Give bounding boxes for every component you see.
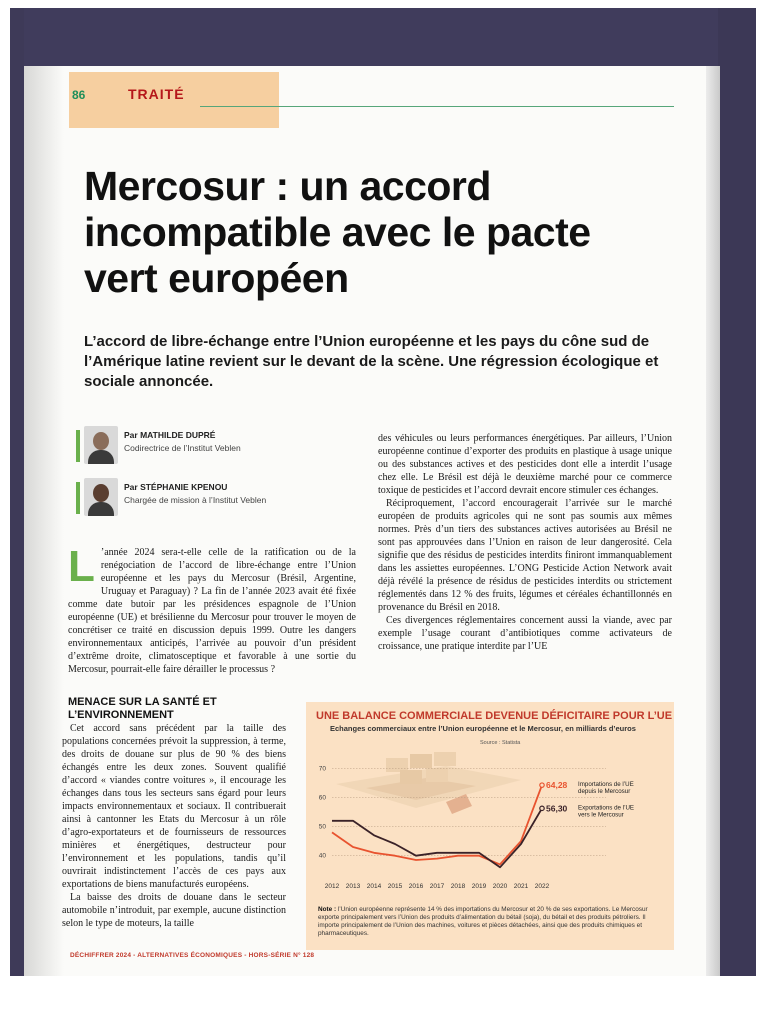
author-role: Chargée de mission à l’Institut Veblen xyxy=(124,495,267,505)
intro-text: ’année 2024 sera-t-elle celle de la ratification ou de la renégociation de l’accord de libre-échange entre l’Union européenne et les pays du Mercosur (Brésil, Argentine, Uruguay et Paraguay) ? La fin de l’année 2023 avait été fixée comme date butoir par les présidences espagnole de l’Union européenne (UE) et brésilienne du Mercosur pour trouver le moyen de concrétiser ce traité en discussion depuis 1999. Outre les dangers environnementaux anticipés, l’arrivée au pouvoir d’un président d’extrême droite, climatosceptique et favorable à une sortie du Mercosur, pourrait-elle faire dérailler le processus ? xyxy=(68,547,356,675)
chart-note-text: l’Union européenne représente 14 % des importations du Mercosur et 20 % de ses exportations. Le Mercosur exporte principalement vers l’Union des produits d’alimentation du bétail (soja), du bétail et des produits pétroliers. Il importe principalement de l’Union des machines, voitures et pièces détachées, ainsi que des produits chimiques et pharmaceutiques. xyxy=(318,906,648,937)
chart-note-label: Note : xyxy=(318,906,337,913)
section-label: TRAITÉ xyxy=(128,86,185,102)
intro-paragraph xyxy=(68,542,356,676)
body-paragraph: des véhicules ou leurs performances énergétiques. Par ailleurs, l’Union européenne continue d’exporter des produits en plastique à usage unique ou des substances actives et des pesticides dont elle a interdit l’usage chez elle. Le Brésil est déjà le deuxième marché pour ce commerce toxique de pesticides et l’accord devrait encore stimuler ces échanges. xyxy=(378,433,672,496)
x-tick-label: 2018 xyxy=(450,883,466,890)
body-paragraph: Ces divergences réglementaires concernent aussi la viande, avec par exemple l’usage courant d’antibiotiques comme activateurs de croissance, une pratique interdite par l’UE xyxy=(378,615,672,652)
end-value-label: 64,28 xyxy=(546,780,568,791)
author-card-kpenou xyxy=(76,478,336,518)
section-rule xyxy=(200,106,674,107)
article-title: Mercosur : un accord incompatible avec le pacte vert européen xyxy=(84,163,591,301)
y-tick-label: 70 xyxy=(318,765,326,773)
author-photo xyxy=(84,426,118,464)
x-tick-label: 2013 xyxy=(345,883,361,890)
series-end-point xyxy=(540,806,544,810)
scanner-shadow-right xyxy=(718,8,756,976)
author-role: Codirectrice de l’Institut Veblen xyxy=(124,443,241,453)
y-tick-label: 40 xyxy=(318,852,326,860)
body-paragraph: Cet accord sans précédent par la taille des populations concernées prévoit la suppression, à terme, des droits de douane sur plus de 90 % des biens échangés entre les deux zones. Souvent qualifié d’accord « viandes contre voitures », il encourage les échanges dans tous les secteurs sans égard pour leurs impacts environnementaux et sociaux. Il contribuerait ainsi à cantonner les Etats du Mercosur à un rôle d’agro-exportateurs et de fournisseurs de ressources minières et énergétiques, destructeur pour l’environnement et les populations, tandis qu’il ouvrirait indistinctement l’accès de ces pays aux exportations de biens manufacturés européens. xyxy=(62,723,286,890)
author-name: Par STÉPHANIE KPENOU xyxy=(124,482,228,492)
x-tick-label: 2017 xyxy=(429,883,445,890)
author-name: Par MATHILDE DUPRÉ xyxy=(124,430,216,440)
x-tick-label: 2014 xyxy=(366,883,382,890)
x-tick-label: 2012 xyxy=(324,883,340,890)
page-number: 86 xyxy=(72,88,86,102)
scanner-shadow-left xyxy=(10,8,24,976)
article-lede: L’accord de libre-échange entre l’Union européenne et les pays du cône sud de l’Amérique latine revient sur le devant de la scène. Une régression écologique et sociale annoncée. xyxy=(84,333,659,390)
trade-line-chart xyxy=(306,744,674,894)
chart-note xyxy=(318,906,668,938)
x-tick-label: 2021 xyxy=(513,883,529,890)
drop-cap: L xyxy=(68,542,95,591)
left-column-body xyxy=(62,722,286,930)
chart-source: Source : Statista xyxy=(480,740,521,746)
x-tick-label: 2015 xyxy=(387,883,403,890)
body-paragraph: La baisse des droits de douane dans le secteur automobile n’introduit, par exemple, aucune distinction selon le type de moteurs, la taille xyxy=(62,892,286,929)
y-tick-label: 60 xyxy=(318,794,326,802)
body-paragraph: Réciproquement, l’accord encouragerait l’arrivée sur le marché européen de produits agricoles qui ne sont pas soumis aux mêmes normes. Près d’un tiers des substances actives autorisées au Brésil ne sont pas approuvées dans l’Union en raison de leur dangerosité. Cela signifie que des résidus de pesticides interdits finiront immanquablement dans les assiettes européennes. L’ONG Pesticide Action Network avait déjà révélé la présence de résidus de pesticides interdits ou strictement réglementés dans 12 % des fruits, légumes et céréales échantillonnés en provenance du Brésil en 2018. xyxy=(378,498,672,613)
series-end-point xyxy=(540,783,544,787)
end-value-label: 56,30 xyxy=(546,803,568,814)
author-card-dupre xyxy=(76,426,336,466)
right-column-body xyxy=(378,432,672,653)
legend-entry: Importations de l’UE depuis le Mercosur xyxy=(578,781,634,796)
author-accent-bar xyxy=(76,482,80,514)
y-tick-label: 50 xyxy=(318,823,326,831)
containers-illustration xyxy=(336,752,521,814)
x-tick-label: 2020 xyxy=(492,883,508,890)
page-footer: DÉCHIFFRER 2024 - ALTERNATIVES ÉCONOMIQUES - HORS-SÉRIE N° 128 xyxy=(70,952,315,959)
chart-title: UNE BALANCE COMMERCIALE DEVENUE DÉFICITAIRE POUR L’UE xyxy=(316,710,673,722)
legend-entry: Exportations de l’UE vers le Mercosur xyxy=(578,804,635,819)
subhead: MENACE SUR LA SANTÉ ET L’ENVIRONNEMENT xyxy=(68,696,217,722)
page-curl-edge xyxy=(706,66,720,976)
scanner-shadow-top xyxy=(10,8,756,70)
x-tick-label: 2019 xyxy=(471,883,487,890)
page-gutter xyxy=(24,66,64,976)
chart-subtitle: Echanges commerciaux entre l’Union européenne et le Mercosur, en milliards d’euros xyxy=(330,724,636,733)
author-accent-bar xyxy=(76,430,80,462)
author-photo xyxy=(84,478,118,516)
x-tick-label: 2016 xyxy=(408,883,424,890)
x-tick-label: 2022 xyxy=(534,883,550,890)
